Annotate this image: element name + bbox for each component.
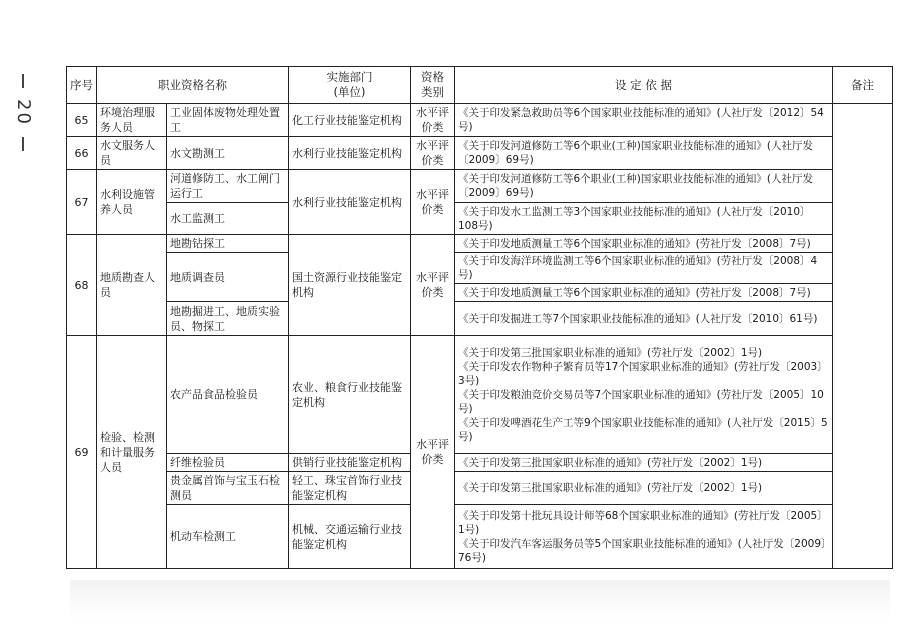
occupation-group: 环境治理服务人员 [97,104,167,137]
occupation-name: 水工监测工 [167,203,289,235]
occupation-group: 水利设施管养人员 [97,170,167,235]
basis-text: 《关于印发第三批国家职业标准的通知》(劳社厅发〔2002〕1号) [455,454,833,472]
qualification-category: 水平评价类 [411,170,455,235]
page-number-dash-bottom [22,137,24,151]
occupation-name: 地勘钻探工 [167,235,289,253]
implementing-dept: 国土资源行业技能鉴定机构 [289,235,411,336]
implementing-dept: 机械、交通运输行业技能鉴定机构 [289,505,411,569]
occupation-name: 水文勘测工 [167,137,289,170]
table-row [67,505,893,569]
occupation-group: 水文服务人员 [97,137,167,170]
basis-text [455,336,833,454]
occupation-name: 贵金属首饰与宝玉石检测员 [167,472,289,505]
basis-text: 《关于印发河道修防工等6个职业(工种)国家职业技能标准的通知》(人社厅发〔2009〕69号) [455,170,833,203]
header-dept-line1: 实施部门 [326,70,373,84]
table-row [67,253,893,284]
row-number: 67 [67,170,97,235]
occupation-name: 地质调查员 [167,253,289,302]
basis-line: 《关于印发第十批玩具设计师等68个国家职业标准的通知》(劳社厅发〔2005〕1号) [458,509,828,536]
header-dept-line2: (单位) [333,85,366,99]
table-header-row [67,67,893,104]
table-row [67,472,893,505]
table-row [67,302,893,336]
implementing-dept: 农业、粮食行业技能鉴定机构 [289,336,411,454]
basis-line: 《关于印发粮油竞价交易员等7个国家职业标准的通知》(劳社厅发〔2005〕10号) [458,388,824,415]
qualification-category: 水平评价类 [411,104,455,137]
basis-line: 《关于印发汽车客运服务员等5个国家职业技能标准的通知》(人社厅发〔2009〕76号) [458,537,827,564]
page-number-text: 20 [12,99,34,126]
basis-text [455,505,833,569]
header-category [411,67,455,104]
basis-text: 《关于印发地质测量工等6个国家职业标准的通知》(劳社厅发〔2008〕7号) [455,235,833,253]
table-row [67,336,893,454]
table-row [67,137,893,170]
basis-line: 《关于印发第三批国家职业标准的通知》(劳社厅发〔2002〕1号) [458,346,763,359]
basis-text: 《关于印发地质测量工等6个国家职业标准的通知》(劳社厅发〔2008〕7号) [455,284,833,302]
header-remark: 备注 [833,67,893,104]
header-occupation: 职业资格名称 [97,67,289,104]
qualification-category: 水平评价类 [411,336,455,569]
basis-text: 《关于印发水工监测工等3个国家职业技能标准的通知》(人社厅发〔2010〕108号) [455,203,833,235]
row-number: 66 [67,137,97,170]
occupation-name: 工业固体废物处理处置工 [167,104,289,137]
table-row [67,170,893,203]
header-dept [289,67,411,104]
occupation-group: 地质勘查人员 [97,235,167,336]
implementing-dept: 轻工、珠宝首饰行业技能鉴定机构 [289,472,411,505]
implementing-dept: 水利行业技能鉴定机构 [289,137,411,170]
qualification-table-container [66,66,892,574]
basis-line: 《关于印发农作物种子繁育员等17个国家职业标准的通知》(劳社厅发〔2003〕3号) [458,360,828,387]
scan-shadow [70,580,890,620]
page-number-dash-top [22,74,24,88]
implementing-dept: 水利行业技能鉴定机构 [289,170,411,235]
table-row [67,235,893,253]
basis-text: 《关于印发第三批国家职业标准的通知》(劳社厅发〔2002〕1号) [455,472,833,505]
occupation-name: 机动车检测工 [167,505,289,569]
row-number: 69 [67,336,97,569]
table-row [67,203,893,235]
occupation-name: 地勘掘进工、地质实验员、物探工 [167,302,289,336]
occupation-name: 纤维检验员 [167,454,289,472]
header-category-line2: 类别 [421,85,444,99]
header-no: 序号 [67,67,97,104]
row-number: 65 [67,104,97,137]
basis-text: 《关于印发紧急救助员等6个国家职业技能标准的通知》(人社厅发〔2012〕54号) [455,104,833,137]
table-row [67,454,893,472]
implementing-dept: 化工行业技能鉴定机构 [289,104,411,137]
qualification-category: 水平评价类 [411,137,455,170]
table-row [67,104,893,137]
header-category-line1: 资格 [421,70,444,84]
basis-text: 《关于印发海洋环境监测工等6个国家职业标准的通知》(劳社厅发〔2008〕4号) [455,253,833,284]
basis-text: 《关于印发河道修防工等6个职业(工种)国家职业技能标准的通知》(人社厅发〔2009〕69号) [455,137,833,170]
implementing-dept: 供销行业技能鉴定机构 [289,454,411,472]
occupation-name: 河道修防工、水工闸门运行工 [167,170,289,203]
row-number: 68 [67,235,97,336]
basis-line: 《关于印发啤酒花生产工等9个国家职业技能标准的通知》(人社厅发〔2015〕5号) [458,416,828,443]
qualification-category: 水平评价类 [411,235,455,336]
page-number [8,70,38,160]
qualification-table [66,66,893,569]
remark-cell [833,104,893,569]
occupation-group: 检验、检测和计量服务人员 [97,336,167,569]
header-basis: 设 定 依 据 [455,67,833,104]
occupation-name: 农产品食品检验员 [167,336,289,454]
basis-text: 《关于印发掘进工等7个国家职业技能标准的通知》(人社厅发〔2010〕61号) [455,302,833,336]
